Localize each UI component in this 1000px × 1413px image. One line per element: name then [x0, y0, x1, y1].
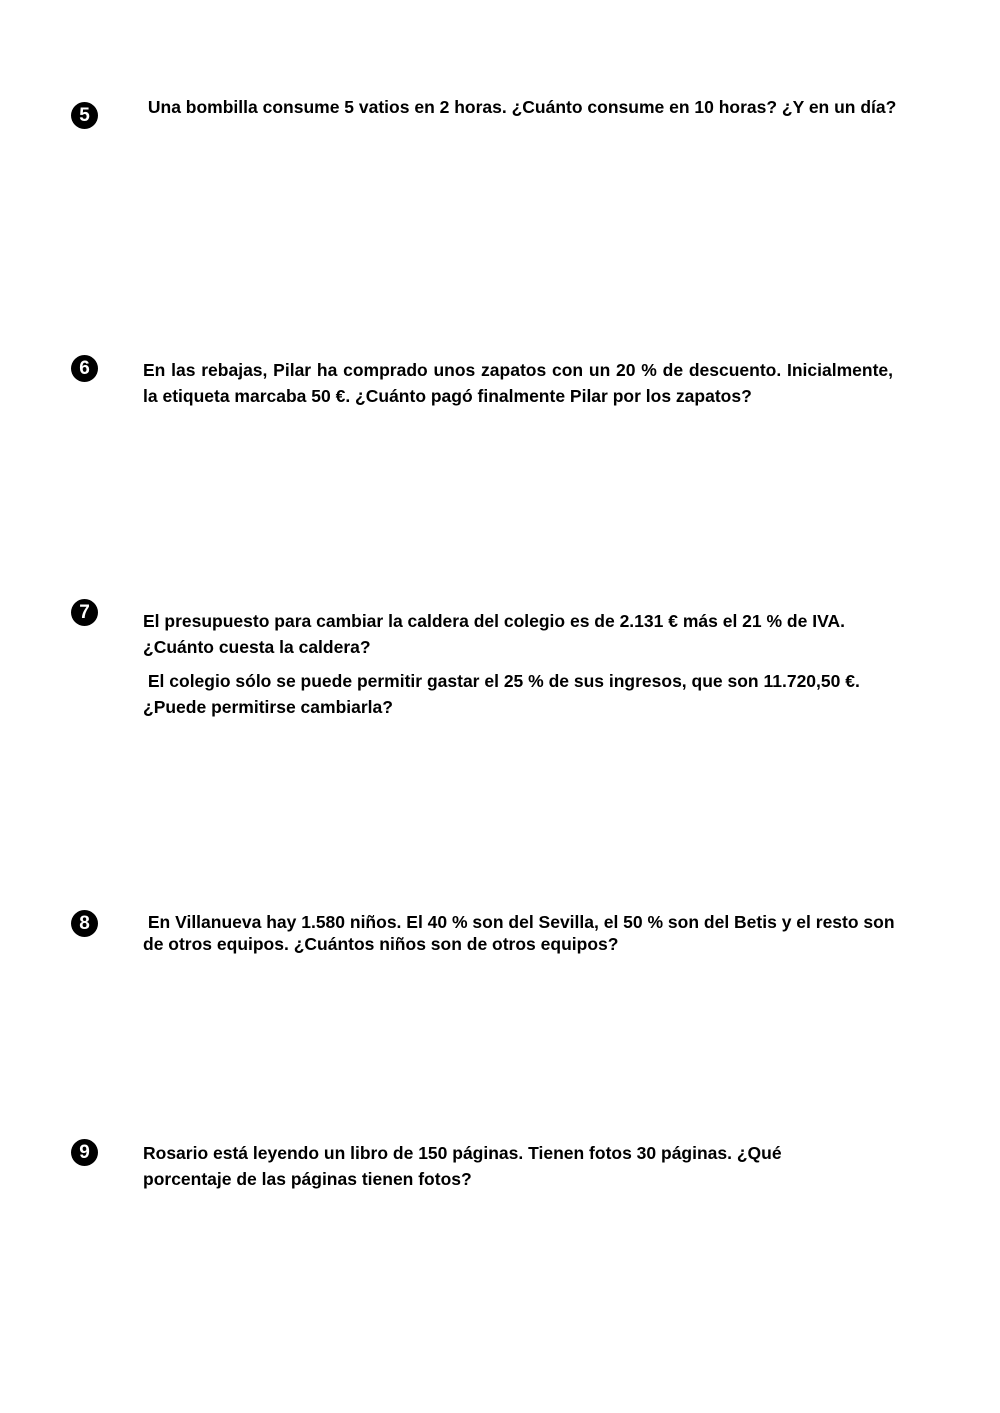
number-badge: 5 [71, 102, 98, 129]
number-badge: 8 [71, 910, 98, 937]
number-badge: 9 [71, 1139, 98, 1166]
problem-text: Una bombilla consume 5 vatios en 2 horas. ¿Cuánto consume en 10 horas? ¿Y en un día? [143, 97, 897, 117]
problem-text: Rosario está leyendo un libro de 150 páginas. Tienen fotos 30 páginas. ¿Qué porcentaje de las páginas tienen fotos? [143, 1143, 782, 1189]
problem-text-followup: El colegio sólo se puede permitir gastar el 25 % de sus ingresos, que son 11.720,50 €. ¿Puede permitirse cambiarla? [143, 671, 865, 717]
number-badge: 7 [71, 599, 98, 626]
number-badge: 6 [71, 355, 98, 382]
problem-text: En Villanueva hay 1.580 niños. El 40 % son del Sevilla, el 50 % son del Betis y el resto son de otros equipos. ¿Cuántos niños son de otros equipos? [143, 912, 900, 954]
problem-text: En las rebajas, Pilar ha comprado unos zapatos con un 20 % de descuento. Inicialmente, la etiqueta marcaba 50 €. ¿Cuánto pagó finalmente Pilar por los zapatos? [143, 360, 893, 406]
problem-text: El presupuesto para cambiar la caldera del colegio es de 2.131 € más el 21 % de IVA. ¿Cuánto cuesta la caldera? [143, 611, 845, 657]
